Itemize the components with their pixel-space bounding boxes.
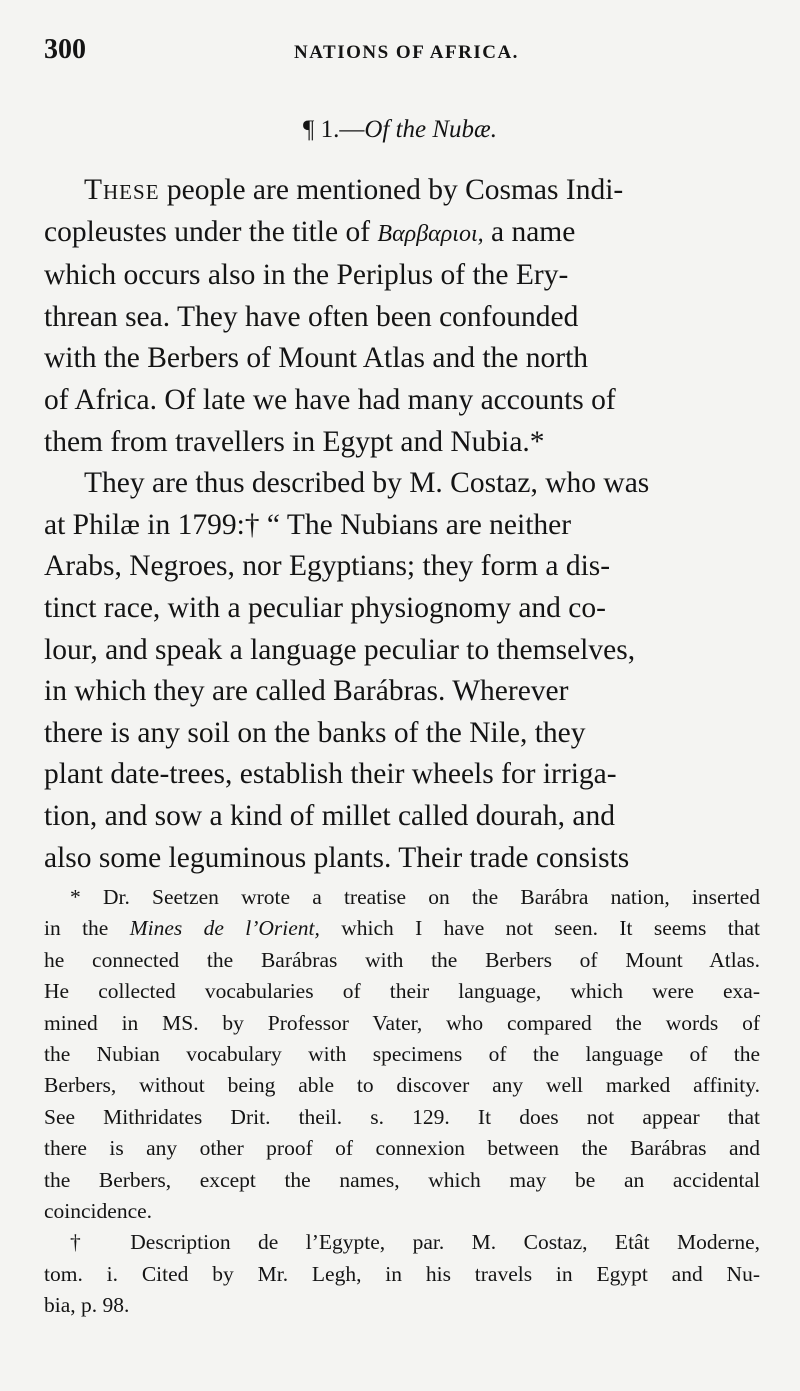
text-line: threan sea. They have often been confounded xyxy=(44,300,579,333)
footnote-line: He collected vocabularies of their language, which were exa- xyxy=(44,979,760,1004)
text-line: also some leguminous plants. Their trade consists xyxy=(44,841,630,874)
text-line: there is any soil on the banks of the Nile, they xyxy=(44,716,586,749)
text-span: people are mentioned by Cosmas Indi- xyxy=(159,174,624,206)
footnote-line xyxy=(44,913,760,944)
page-number: 300 xyxy=(44,34,86,65)
footnote-1 xyxy=(44,882,760,1227)
text-line: with the Berbers of Mount Atlas and the north xyxy=(44,342,589,375)
footnote-2 xyxy=(44,1227,760,1321)
footnote-line: bia, p. 98. xyxy=(44,1293,130,1318)
text-line: at Philæ in 1799:† “ The Nubians are neither xyxy=(44,508,572,541)
running-title: NATIONS OF AFRICA. xyxy=(294,42,519,63)
text-span: in the xyxy=(44,916,130,941)
text-span: copleustes under the title of xyxy=(44,215,378,248)
page-header xyxy=(44,34,760,74)
text-line: lour, and speak a language peculiar to themselves, xyxy=(44,633,636,666)
footnote-line: tom. i. Cited by Mr. Legh, in his travels in Egypt and Nu- xyxy=(44,1261,760,1286)
footnote-line: Berbers, without being able to discover any well marked affinity. xyxy=(44,1073,760,1098)
footnote-line: mined in MS. by Professor Vater, who compared the words of xyxy=(44,1010,760,1035)
footnote-line: coincidence. xyxy=(44,1198,153,1223)
drop-word: These xyxy=(84,174,160,206)
footnote-line: there is any other proof of connexion between the Barábras and xyxy=(44,1136,760,1161)
text-span: which I have not seen. It seems that xyxy=(319,916,760,941)
footnote-line: he connected the Barábras with the Berbers of Mount Atlas. xyxy=(44,947,760,972)
footnote-line: See Mithridates Drit. theil. s. 129. It does not appear that xyxy=(44,1104,760,1129)
text-line: in which they are called Barábras. Wherever xyxy=(44,675,569,708)
text-span: a name xyxy=(483,215,576,248)
paragraph-1 xyxy=(44,170,760,463)
section-title: Of the Nubæ. xyxy=(364,116,497,143)
footnote-line: the Nubian vocabulary with specimens of the language of the xyxy=(44,1041,760,1066)
text-line xyxy=(44,174,623,206)
text-line: them from travellers in Egypt and Nubia.* xyxy=(44,425,545,458)
body-text xyxy=(44,170,760,879)
text-line: tinct race, with a peculiar physiognomy and co- xyxy=(44,591,606,624)
italic-title: Mines de l’Orient, xyxy=(129,916,320,941)
text-line xyxy=(44,216,575,248)
text-line: of Africa. Of late we have had many accounts of xyxy=(44,383,616,416)
text-line: plant date-trees, establish their wheels for irriga- xyxy=(44,758,617,791)
greek-word: Βαρβαριοι, xyxy=(377,220,484,247)
footnote-line: † Description de l’Egypte, par. M. Costaz, Etât Moderne, xyxy=(70,1230,760,1255)
text-line: They are thus described by M. Costaz, who was xyxy=(84,467,650,500)
footnote-line: the Berbers, except the names, which may be an accidental xyxy=(44,1167,760,1192)
footnote-line: * Dr. Seetzen wrote a treatise on the Barábra nation, inserted xyxy=(70,885,760,909)
text-line: tion, and sow a kind of millet called dourah, and xyxy=(44,799,616,832)
text-line: Arabs, Negroes, nor Egyptians; they form a dis- xyxy=(44,550,611,583)
section-heading xyxy=(0,116,800,144)
paragraph-2 xyxy=(44,463,760,879)
text-line: which occurs also in the Periplus of the Ery- xyxy=(44,259,569,292)
section-mark: ¶ 1.— xyxy=(303,116,365,143)
footnotes xyxy=(44,882,760,1321)
